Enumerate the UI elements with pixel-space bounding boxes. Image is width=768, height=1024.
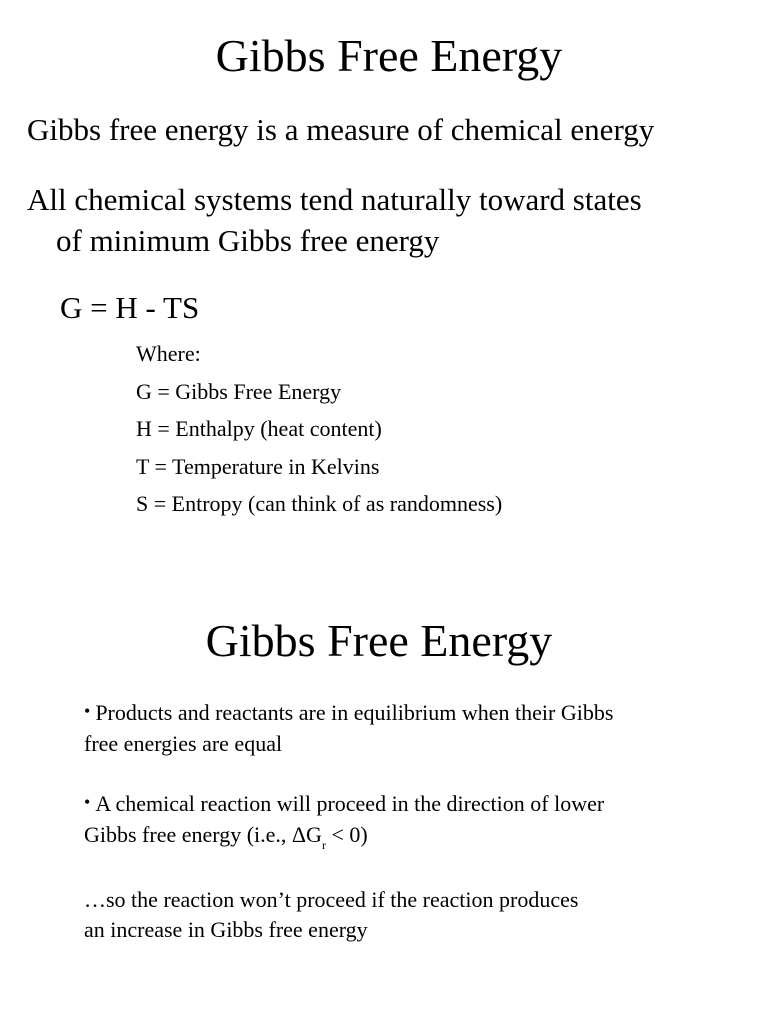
bullet-2-delta-g: Gibbs free energy (i.e., ΔG xyxy=(84,822,322,847)
definition-g: G = Gibbs Free Energy xyxy=(136,378,342,404)
bullet-marker: • xyxy=(84,792,91,812)
bullet-2-line-1: A chemical reaction will proceed in the direction of lower xyxy=(95,791,605,816)
bullet-1-line-1: Products and reactants are in equilibrium when their Gibbs xyxy=(95,700,614,725)
definitions-list xyxy=(136,338,502,526)
definition-h: H = Enthalpy (heat content) xyxy=(136,416,382,441)
note-line-2: an increase in Gibbs free energy xyxy=(84,917,368,942)
slide1-paragraph-1: Gibbs free energy is a measure of chemical energy xyxy=(27,112,655,147)
bullet-reaction-direction xyxy=(84,789,604,853)
bullet-2-inequality: < 0) xyxy=(325,822,368,847)
slide1-paragraph-2-line-2: of minimum Gibbs free energy xyxy=(56,223,440,258)
slide1-title: Gibbs Free Energy xyxy=(215,30,563,81)
bullet-equilibrium xyxy=(84,698,613,759)
gibbs-equation: G = H - TS xyxy=(60,290,200,325)
bullet-marker: • xyxy=(84,701,91,721)
note-conclusion xyxy=(84,885,578,945)
slide2-title: Gibbs Free Energy xyxy=(205,615,553,666)
definition-s: S = Entropy (can think of as randomness) xyxy=(136,491,503,516)
slide1-paragraph-2-line-1: All chemical systems tend naturally toward states xyxy=(27,182,642,217)
note-line-1: …so the reaction won’t proceed if the reaction produces xyxy=(84,887,579,912)
bullet-1-line-2: free energies are equal xyxy=(84,731,283,756)
bullet-2-subscript: r xyxy=(321,838,326,852)
definition-where: Where: xyxy=(136,341,201,366)
bullet-2-line-2 xyxy=(84,820,604,853)
definition-t: T = Temperature in Kelvins xyxy=(136,453,380,479)
